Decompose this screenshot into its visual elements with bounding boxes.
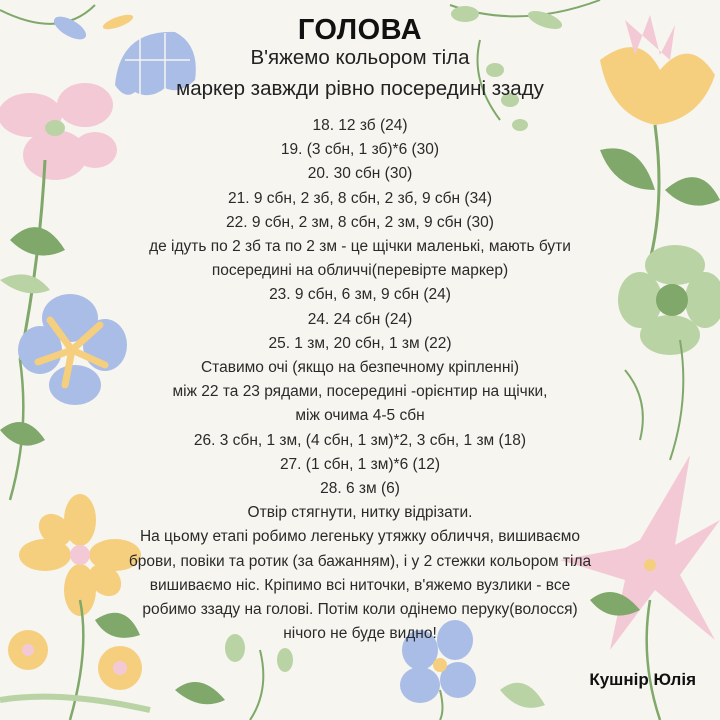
text-line: робимо ззаду на голові. Потім коли одінемо перуку(волосся) bbox=[142, 601, 578, 619]
text-line: нічого не буде видно! bbox=[283, 625, 437, 643]
page-title: ГОЛОВА bbox=[297, 14, 423, 46]
text-line: 26. 3 сбн, 1 зм, (4 сбн, 1 зм)*2, 3 сбн, 1 зм (18) bbox=[193, 431, 527, 449]
text-line: 27. (1 сбн, 1 зм)*6 (12) bbox=[279, 455, 441, 473]
text-line: На цьому етапі робимо легеньку утяжку обличчя, вишиваємо bbox=[139, 528, 581, 546]
text-line: посередині на обличчі(перевірте маркер) bbox=[211, 262, 509, 280]
text-line: 21. 9 сбн, 2 зб, 8 сбн, 2 зб, 9 сбн (34) bbox=[228, 189, 492, 207]
text-line: 28. 6 зм (6) bbox=[320, 480, 400, 498]
text-line: 18. 12 зб (24) bbox=[312, 117, 408, 134]
text-line: Отвір стягнути, нитку відрізати. bbox=[247, 504, 473, 522]
text-line: 20. 30 сбн (30) bbox=[307, 165, 413, 183]
author-signature: Кушнір Юлія bbox=[589, 670, 696, 689]
text-line: 23. 9 сбн, 6 зм, 9 сбн (24) bbox=[269, 286, 451, 304]
text-line: Ставимо очі (якщо на безпечному кріпленні) bbox=[200, 359, 519, 377]
instruction-text bbox=[0, 114, 720, 646]
text-line: де ідуть по 2 зб та по 2 зм - це щічки маленькі, мають бути bbox=[149, 238, 571, 256]
text-line: 19. (3 сбн, 1 зб)*6 (30) bbox=[280, 141, 440, 159]
text-line: 25. 1 зм, 20 сбн, 1 зм (22) bbox=[268, 334, 452, 352]
subtitle-line: маркер завжди рівно посередині ззаду bbox=[176, 77, 544, 100]
text-line: між очима 4-5 сбн bbox=[295, 407, 425, 425]
text-line: брови, повіки та ротик (за бажанням), і у 2 стежки кольором тіла bbox=[128, 552, 592, 570]
subtitle-line: В'яжемо кольором тіла bbox=[250, 46, 470, 69]
text-line: 24. 24 сбн (24) bbox=[307, 310, 413, 328]
text-line: вишиваємо ніс. Кріпимо всі ниточки, в'яжемо вузлики - все bbox=[149, 576, 571, 594]
text-line: 22. 9 сбн, 2 зм, 8 сбн, 2 зм, 9 сбн (30) bbox=[226, 213, 494, 231]
text-line: між 22 та 23 рядами, посередині -орієнтир на щічки, bbox=[172, 383, 548, 401]
